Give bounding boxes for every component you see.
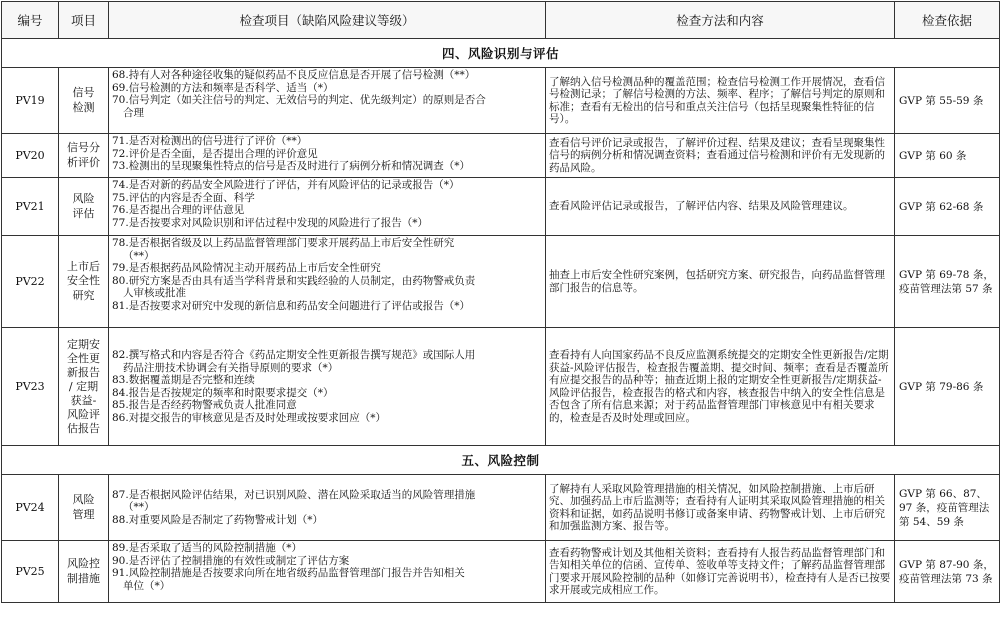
row-code: PV23 xyxy=(2,328,59,446)
section-title: 四、风险识别与评估 xyxy=(2,39,1000,68)
item-line: 风险评 xyxy=(67,407,100,421)
check-item: 85.报告是否经药物警戒负责人批准同意 xyxy=(112,399,297,411)
row-checks xyxy=(109,475,546,541)
row-item xyxy=(59,541,109,603)
table-row xyxy=(2,328,1000,446)
row-checks xyxy=(109,68,546,134)
item-line: 安全性 xyxy=(67,274,100,288)
item-line: 上市后 xyxy=(67,259,100,273)
item-line: 定期安 xyxy=(67,337,100,351)
item-line: 信号 xyxy=(72,86,95,99)
check-item: 71.是否对检测出的信号进行了评价（**） xyxy=(112,135,308,147)
check-item: 73.检测出的呈现聚集性特点的信号是否及时进行了病例分析和情况调查（*） xyxy=(112,160,470,172)
row-code: PV24 xyxy=(2,475,59,541)
check-item: 78.是否根据省级及以上药品监督管理部门要求开展药品上市后安全性研究 xyxy=(112,237,455,249)
section-row xyxy=(2,39,1000,68)
check-item: 82.撰写格式和内容是否符合《药品定期安全性更新报告撰写规范》或国际人用 xyxy=(112,349,476,361)
row-basis: GVP 第 62-68 条 xyxy=(895,178,1000,236)
row-method: 查看持有人向国家药品不良反应监测系统提交的定期安全性更新报告/定期获益-风险评估报告，检查报告覆盖期、提交时间、频率；查看是否覆盖所有应提交报告的品种等；抽查近期上报的定期安全性更新报告/定期获益-风险评估报告，检查报告的格式和内容，核查报告中纳入的安全性信息是否包含了所有信息来源；对于药品监督管理部门审核意见中有相关要求的，检查是否及时处理或回应。 xyxy=(546,328,895,446)
row-code: PV19 xyxy=(2,68,59,134)
item-line: 管理 xyxy=(72,507,95,521)
check-item-cont: 合理 xyxy=(123,106,144,119)
check-item: 69.信号检测的方法和频率是否科学、适当（*） xyxy=(112,81,334,94)
row-basis: GVP 第 79-86 条 xyxy=(895,328,1000,446)
check-item: 86.对提交报告的审核意见是否及时处理或按要求回应（*） xyxy=(112,411,386,424)
row-basis: GVP 第 87-90 条，疫苗管理法第 73 条 xyxy=(895,541,1000,603)
item-line: 新报告 xyxy=(67,365,100,379)
item-line: 风险 xyxy=(72,192,95,205)
check-item: 72.评价是否全面，是否提出合理的评价意见 xyxy=(112,147,318,160)
item-line: 风险控 xyxy=(67,557,100,570)
item-line: 信号分 xyxy=(67,141,100,154)
check-item: 89.是否采取了适当的风险控制措施（*） xyxy=(112,542,302,554)
item-line: 析评价 xyxy=(67,155,100,169)
row-checks xyxy=(109,134,546,178)
row-item xyxy=(59,134,109,178)
header-item: 项目 xyxy=(59,2,109,39)
check-item: 68.持有人对各种途径收集的疑似药品不良反应信息是否开展了信号检测（**） xyxy=(112,69,476,81)
table-row xyxy=(2,178,1000,236)
row-method: 查看信号评价记录或报告，了解评价过程、结果及建议；查看呈现聚集性信号的病例分析和情况调查资料；查看通过信号检测和评价有无发现新的药品风险。 xyxy=(546,134,895,178)
section-title: 五、风险控制 xyxy=(2,446,1000,475)
header-row xyxy=(2,2,1000,39)
header-checks: 检查项目（缺陷风险建议等级） xyxy=(109,2,546,39)
check-item-cont: 人审核或批准 xyxy=(123,287,186,299)
check-item: 76.是否提出合理的评估意见 xyxy=(112,204,245,216)
check-item: 83.数据覆盖期是否完整和连续 xyxy=(112,374,255,386)
item-line: 风险 xyxy=(72,493,95,506)
row-method: 抽查上市后安全性研究案例，包括研究方案、研究报告，向药品监督管理部门报告的信息等。 xyxy=(546,236,895,328)
row-basis: GVP 第 55-59 条 xyxy=(895,68,1000,134)
row-code: PV25 xyxy=(2,541,59,603)
check-item: 90.是否评估了控制措施的有效性或制定了评估方案 xyxy=(112,554,350,567)
row-checks xyxy=(109,541,546,603)
row-item xyxy=(59,68,109,134)
item-line: 研究 xyxy=(72,288,95,302)
section-row xyxy=(2,446,1000,475)
check-item-cont: 药品注册技术协调会有关指导原则的要求（*） xyxy=(123,361,339,374)
check-item: 84.报告是否按规定的频率和时限要求提交（*） xyxy=(112,386,334,399)
check-item-cont: 单位（*） xyxy=(123,579,171,592)
row-basis: GVP 第 69-78 条，疫苗管理法第 57 条 xyxy=(895,236,1000,328)
header-method: 检查方法和内容 xyxy=(546,2,895,39)
row-item xyxy=(59,328,109,446)
item-line: 获益- xyxy=(70,393,97,407)
check-item: 74.是否对新的药品安全风险进行了评估，并有风险评估的记录或报告（*） xyxy=(112,179,460,191)
check-item: 75.评估的内容是否全面、科学 xyxy=(112,191,255,204)
check-item-cont: （**） xyxy=(123,501,155,514)
check-item: 87.是否根据风险评估结果，对已识别风险、潜在风险采取适当的风险管理措施 xyxy=(112,488,476,501)
table-row xyxy=(2,236,1000,328)
row-checks xyxy=(109,328,546,446)
item-line: 评估 xyxy=(72,206,95,220)
row-item xyxy=(59,178,109,236)
header-code: 编号 xyxy=(2,2,59,39)
check-item: 70.信号判定（如关注信号的判定、无效信号的判定、优先级判定）的原则是否合 xyxy=(112,94,486,106)
check-item: 88.对重要风险是否制定了药物警戒计划（*） xyxy=(112,513,323,526)
row-code: PV20 xyxy=(2,134,59,178)
row-basis: GVP 第 60 条 xyxy=(895,134,1000,178)
row-method: 查看药物警戒计划及其他相关资料；查看持有人报告药品监督管理部门和告知相关单位的信函、宣传单、签收单等支持文件；了解药品监督管理部门要求开展风险控制的品种（如修订完善说明书），检查持有人是否已按要求开展或完成相应工作。 xyxy=(546,541,895,603)
header-basis: 检查依据 xyxy=(895,2,1000,39)
check-item: 91.风险控制措施是否按要求向所在地省级药品监督管理部门报告并告知相关 xyxy=(112,567,465,579)
row-item xyxy=(59,236,109,328)
check-item: 81.是否按要求对研究中发现的新信息和药品安全问题进行了评估或报告（*） xyxy=(112,299,470,312)
check-item: 77.是否按要求对风险识别和评估过程中发现的风险进行了报告（*） xyxy=(112,216,428,229)
row-method: 了解纳入信号检测品种的覆盖范围；检查信号检测工作开展情况，查看信号检测记录；了解信号检测的方法、频率、程序；了解信号判定的原则和标准；查看有无检出的信号和重点关注信号（包括呈现聚集性特征的信号）。 xyxy=(546,68,895,134)
item-line: 检测 xyxy=(72,100,95,114)
inspection-table xyxy=(1,1,1000,603)
item-line: 估报告 xyxy=(67,421,100,435)
check-item: 80.研究方案是否由具有适当学科背景和实践经验的人员制定，由药物警戒负责 xyxy=(112,274,476,287)
row-checks xyxy=(109,178,546,236)
table-row xyxy=(2,68,1000,134)
table-row xyxy=(2,134,1000,178)
row-method: 查看风险评估记录或报告，了解评估内容、结果及风险管理建议。 xyxy=(546,178,895,236)
row-method: 了解持有人采取风险管理措施的相关情况，如风险控制措施、上市后研究、加强药品上市后监测等；查看持有人证明其采取风险管理措施的相关资料和证据，如药品说明书修订或备案申请、药物警戒计划、上市后研究和加强监测方案、报告等。 xyxy=(546,475,895,541)
table-row xyxy=(2,541,1000,603)
row-code: PV21 xyxy=(2,178,59,236)
item-line: 全性更 xyxy=(67,351,100,365)
row-code: PV22 xyxy=(2,236,59,328)
item-line: 制措施 xyxy=(67,571,100,585)
row-item xyxy=(59,475,109,541)
row-basis: GVP 第 66、87、97 条，疫苗管理法第 54、59 条 xyxy=(895,475,1000,541)
item-line: / 定期 xyxy=(68,379,99,393)
check-item-cont: （**） xyxy=(123,249,155,262)
check-item: 79.是否根据药品风险情况主动开展药品上市后安全性研究 xyxy=(112,262,381,274)
row-checks xyxy=(109,236,546,328)
table-row xyxy=(2,475,1000,541)
